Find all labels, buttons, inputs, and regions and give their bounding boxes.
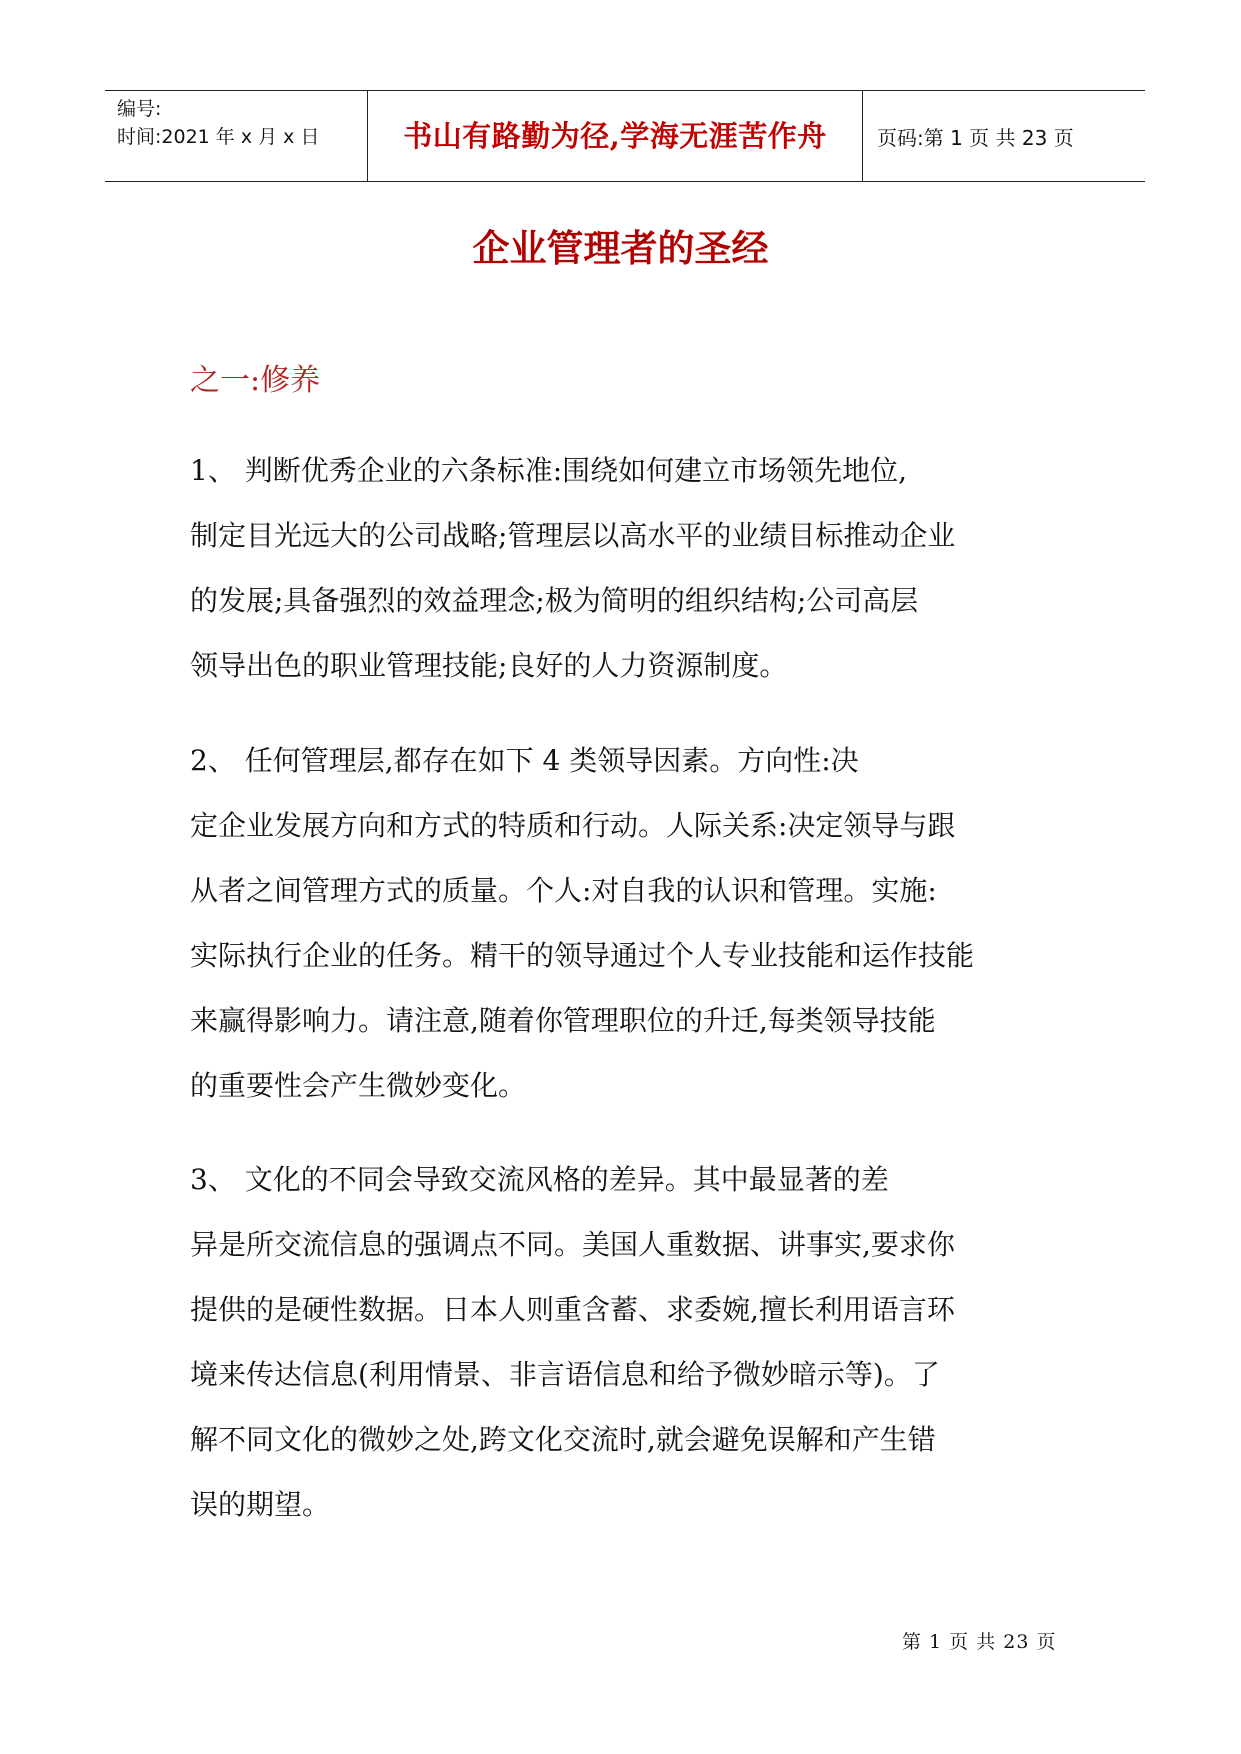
page-info: 页码:第 1 页 共 23 页 [877,125,1074,150]
motto-text: 书山有路勤为径,学海无涯苦作舟 [403,118,827,153]
header-table [105,90,1145,182]
paragraph-line: 的发展;具备强烈的效益理念;极为简明的组织结构;公司高层 [190,584,919,617]
paragraph-line: 的重要性会产生微妙变化。 [190,1069,527,1102]
paragraph-line: 提供的是硬性数据。日本人则重含蓄、求委婉,擅长利用语言环 [190,1293,955,1326]
paragraph-line: 定企业发展方向和方式的特质和行动。人际关系:决定领导与跟 [190,809,956,842]
paragraph-line: 实际执行企业的任务。精干的领导通过个人专业技能和运作技能 [190,939,975,972]
paragraph-3 [190,1147,1070,1537]
paragraph-line: 领导出色的职业管理技能;良好的人力资源制度。 [190,649,788,682]
footer-page-number: 第 1 页 共 23 页 [902,1631,1057,1653]
paragraph-line: 来赢得影响力。请注意,随着你管理职位的升迁,每类领导技能 [190,1004,936,1037]
time-label: 时间:2021 年 x 月 x 日 [117,126,320,148]
paragraph-2 [190,728,1070,1118]
paragraph-line: 制定目光远大的公司战略;管理层以高水平的业绩目标推动企业 [190,519,956,552]
header-meta-cell [105,91,368,181]
paragraph-line: 误的期望。 [190,1488,331,1521]
document-title: 企业管理者的圣经 [472,226,769,270]
paragraph-line: 境来传达信息(利用情景、非言语信息和给予微妙暗示等)。了 [190,1358,940,1391]
header-page-cell [863,91,1145,181]
paragraph-line: 解不同文化的微妙之处,跨文化交流时,就会避免误解和产生错 [190,1423,936,1456]
paragraph-line: 2、 任何管理层,都存在如下 4 类领导因素。方向性:决 [190,744,859,777]
paragraph-line: 异是所交流信息的强调点不同。美国人重数据、讲事实,要求你 [190,1228,955,1261]
header-motto-cell [368,91,863,181]
number-label: 编号: [117,98,162,120]
paragraph-line: 1、 判断优秀企业的六条标准:围绕如何建立市场领先地位, [190,454,908,487]
paragraph-1 [190,438,1070,698]
paragraph-line: 从者之间管理方式的质量。个人:对自我的认识和管理。实施: [190,874,937,907]
paragraph-line: 3、 文化的不同会导致交流风格的差异。其中最显著的差 [190,1163,889,1196]
section-heading: 之一:修养 [190,363,321,398]
